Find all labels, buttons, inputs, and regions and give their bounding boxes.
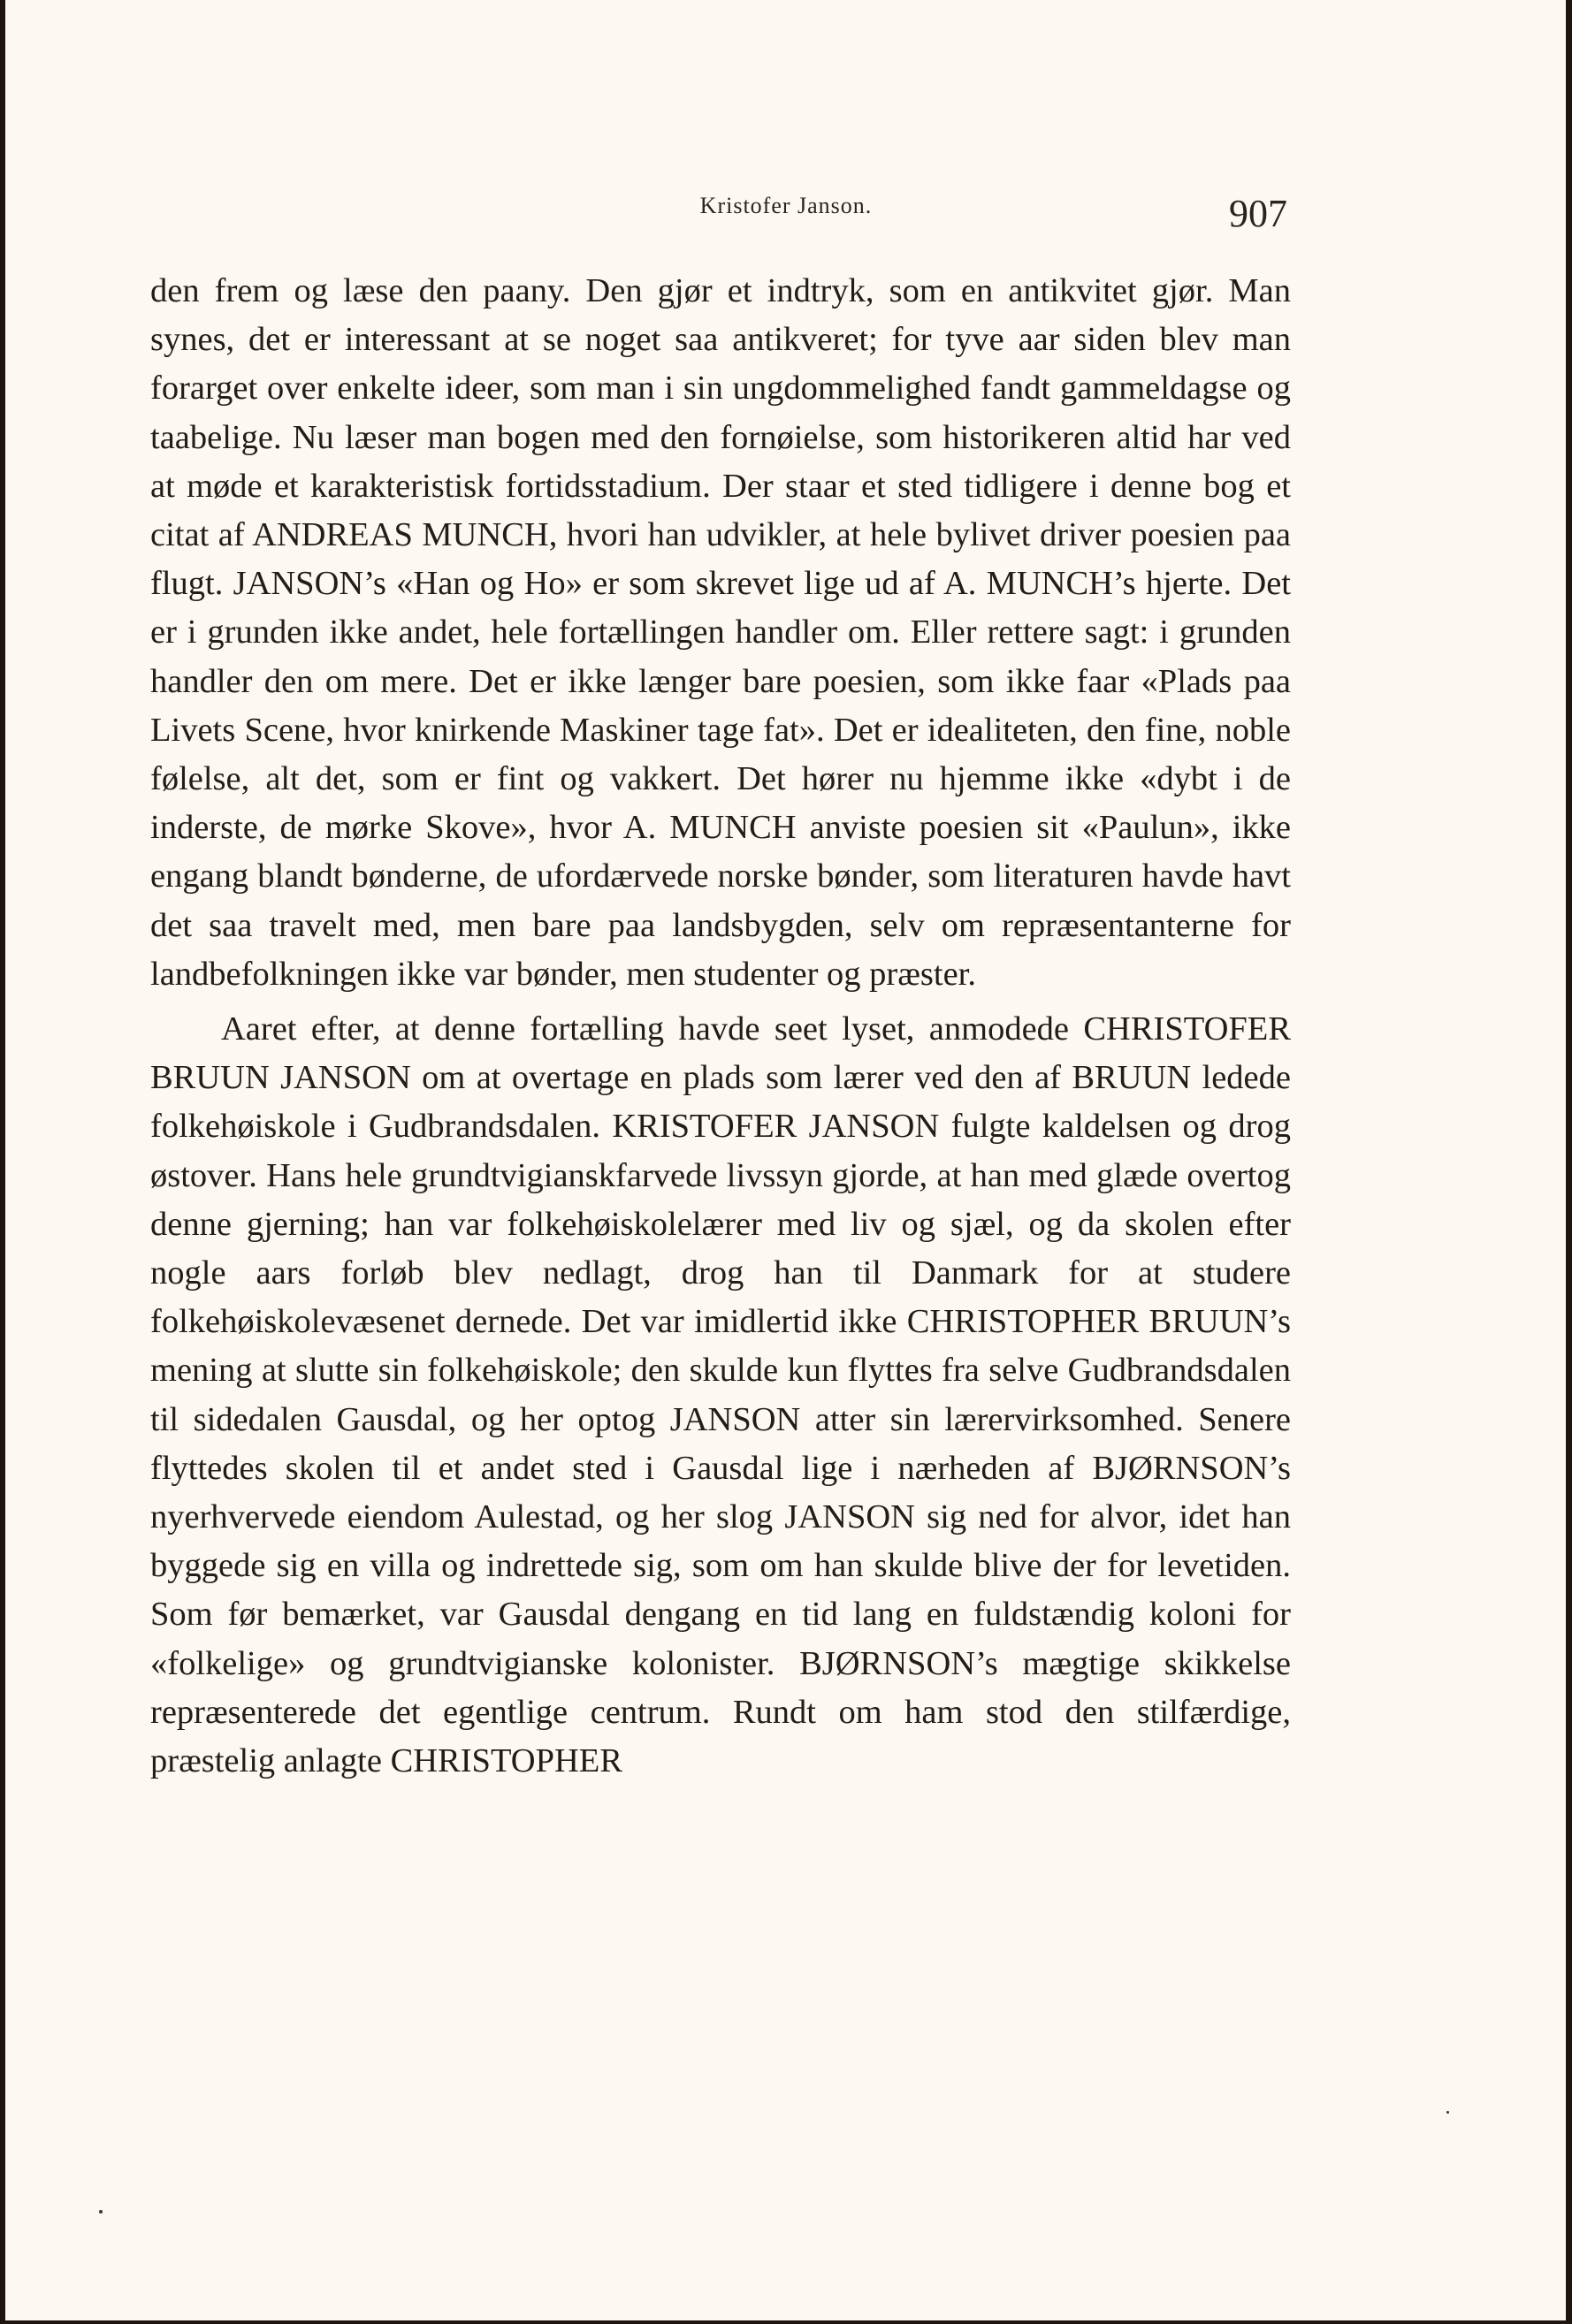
scan-speck [1446,2111,1449,2114]
body-text [150,267,1291,1786]
paragraph-2: Aaret efter, at denne fortælling havde seet lyset, anmodede CHRISTOFER BRUUN JANSON om at overtage en plads som lærer ved den af BRUUN ledede folkehøiskole i Gudbrandsdalen. KRISTOFER JANSON fulgte kaldelsen og drog østover. Hans hele grundtvigianskfarvede livssyn gjorde, at han med glæde overtog denne gjerning; han var folkehøiskolelærer med liv og sjæl, og da skolen efter nogle aars forløb blev nedlagt, drog han til Danmark for at studere folkehøiskolevæsenet dernede. Det var imidlertid ikke CHRISTOPHER BRUUN’s mening at slutte sin folkehøiskole; den skulde kun flyttes fra selve Gudbrandsdalen til sidedalen Gausdal, og her optog JANSON atter sin lærervirksomhed. Senere flyttedes skolen til et andet sted i Gausdal lige i nærheden af BJØRNSON’s nyerhvervede eiendom Aulestad, og her slog JANSON sig ned for alvor, idet han byggede sig en villa og indrettede sig, som om han skulde blive der for levetiden. Som før bemærket, var Gausdal dengang en tid lang en fuldstændig koloni for «folkelige» og grundtvigianske kolonister. BJØRNSON’s mægtige skikkelse repræsenterede det egentlige centrum. Rundt om ham stod den stilfærdige, præstelig anlagte CHRISTOPHER [150,1010,1291,1780]
scan-speck [99,2210,103,2214]
page-number: 907 [1229,192,1287,235]
scan-border-left [0,0,5,2324]
scan-border-bottom [0,2320,1572,2324]
scan-border-right [1566,0,1572,2324]
paragraph-1: den frem og læse den paany. Den gjør et indtryk, som en antikvitet gjør. Man synes, det er interessant at se noget saa antikveret; for tyve aar siden blev man forarget over enkelte ideer, som man i sin ungdommelighed fandt gammeldagse og taabelige. Nu læser man bogen med den fornøielse, som historikeren altid har ved at møde et karakteristisk fortidsstadium. Der staar et sted tidligere i denne bog et citat af ANDREAS MUNCH, hvori han udvikler, at hele bylivet driver poesien paa flugt. JANSON’s «Han og Ho» er som skrevet lige ud af A. MUNCH’s hjerte. Det er i grunden ikke andet, hele fortællingen handler om. Eller rettere sagt: i grunden handler den om mere. Det er ikke længer bare poesien, som ikke faar «Plads paa Livets Scene, hvor knirkende Maskiner tage fat». Det er idealiteten, den fine, noble følelse, alt det, som er fint og vakkert. Det hører nu hjemme ikke «dybt i de inderste, de mørke Skove», hvor A. MUNCH anviste poesien sit «Paulun», ikke engang blandt bønderne, de ufordærvede norske bønder, som literaturen havde havt det saa travelt med, men bare paa landsbygden, selv om repræsentanterne for landbefolkningen ikke var bønder, men studenter og præster. [150,272,1291,993]
running-title: Kristofer Janson. [699,193,873,218]
